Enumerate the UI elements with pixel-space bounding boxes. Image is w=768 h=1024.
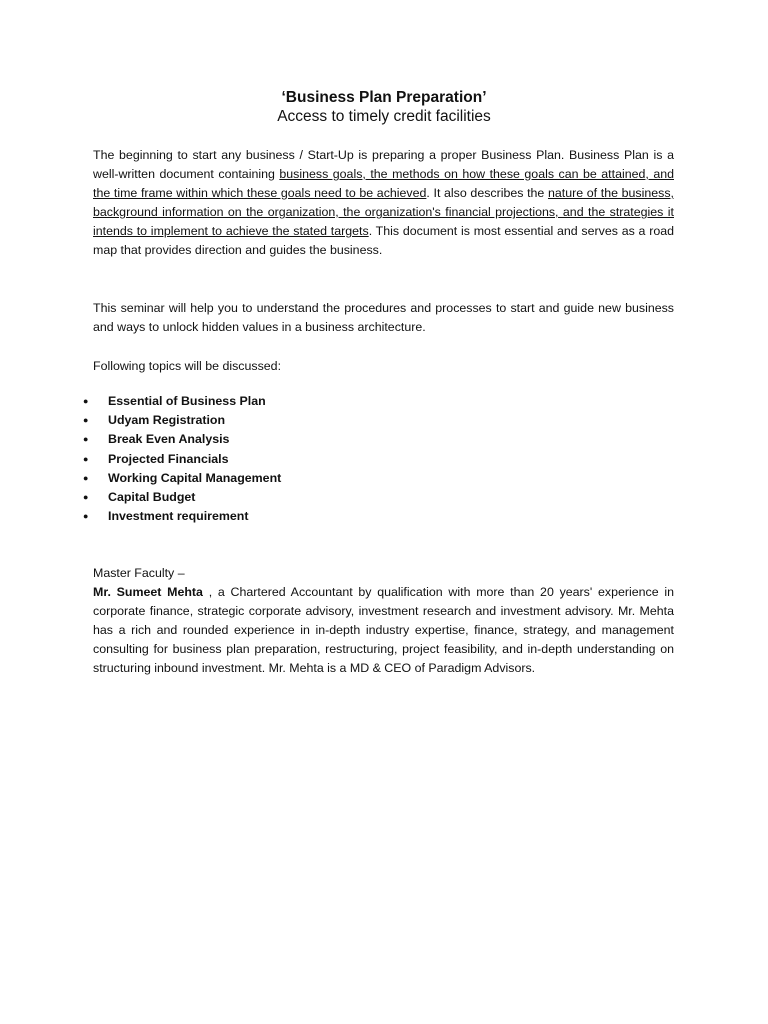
topic-label: Udyam Registration <box>108 413 226 428</box>
list-item <box>0 392 768 411</box>
topic-label: Working Capital Management <box>108 470 282 485</box>
list-item <box>0 411 768 430</box>
topics-list <box>0 392 768 526</box>
bullet-icon: ● <box>83 491 89 502</box>
seminar-paragraph: This seminar will help you to understand the procedures and processes to start and guide new business and ways to unlock hidden values in a business architecture. <box>93 301 674 334</box>
topic-label: Break Even Analysis <box>108 432 230 447</box>
topic-label: Capital Budget <box>108 489 196 504</box>
bullet-icon: ● <box>83 511 89 522</box>
bullet-icon: ● <box>83 472 89 483</box>
underlined-nature-of-business: nature of the business, background information on the organization, the organization's financial projections, and the strategies it intends to implement to achieve the stated targets <box>93 186 674 238</box>
bullet-icon: ● <box>83 453 89 464</box>
underlined-business-goals: business goals, the methods on how these goals can be attained, and the time frame within which these goals need to be achieved <box>93 167 674 200</box>
list-item <box>0 450 768 469</box>
bullet-icon: ● <box>83 434 89 445</box>
bullet-icon: ● <box>83 415 89 426</box>
topic-label: Investment requirement <box>108 509 249 524</box>
topic-label: Projected Financials <box>108 451 229 466</box>
topic-label: Essential of Business Plan <box>108 394 266 408</box>
faculty-bio <box>93 583 674 678</box>
document-subtitle: Access to timely credit facilities <box>277 108 491 125</box>
intro-text-part-1: The beginning to start any business / Start-Up is preparing a proper Business Plan. Business Plan is a well-written document containing <box>93 148 674 181</box>
faculty-name: Mr. Sumeet Mehta <box>93 585 203 599</box>
list-item <box>0 507 768 526</box>
intro-text-part-3: . This document is most essential and serves as a road map that provides direction and guides the business. <box>93 224 674 257</box>
list-item <box>0 488 768 507</box>
document-title: ‘Business Plan Preparation’ <box>281 89 487 106</box>
list-item <box>0 469 768 488</box>
faculty-heading: Master Faculty – <box>93 566 185 580</box>
intro-paragraph <box>93 146 674 260</box>
intro-text-part-2: . It also describes the <box>426 186 548 200</box>
faculty-section <box>93 564 674 678</box>
list-item <box>0 430 768 449</box>
bullet-icon: ● <box>83 396 89 406</box>
faculty-bio-text: , a Chartered Accountant by qualification with more than 20 years' experience in corporate finance, strategic corporate advisory, investment research and investment advisory. Mr. Mehta has a rich and rounded experience in in-depth industry expertise, finance, strategy, and management consulting for business plan preparation, restructuring, project feasibility, and in-depth understanding on structuring inbound investment. Mr. Mehta is a MD & CEO of Paradigm Advisors. <box>93 585 674 675</box>
topics-intro: Following topics will be discussed: <box>93 359 282 373</box>
